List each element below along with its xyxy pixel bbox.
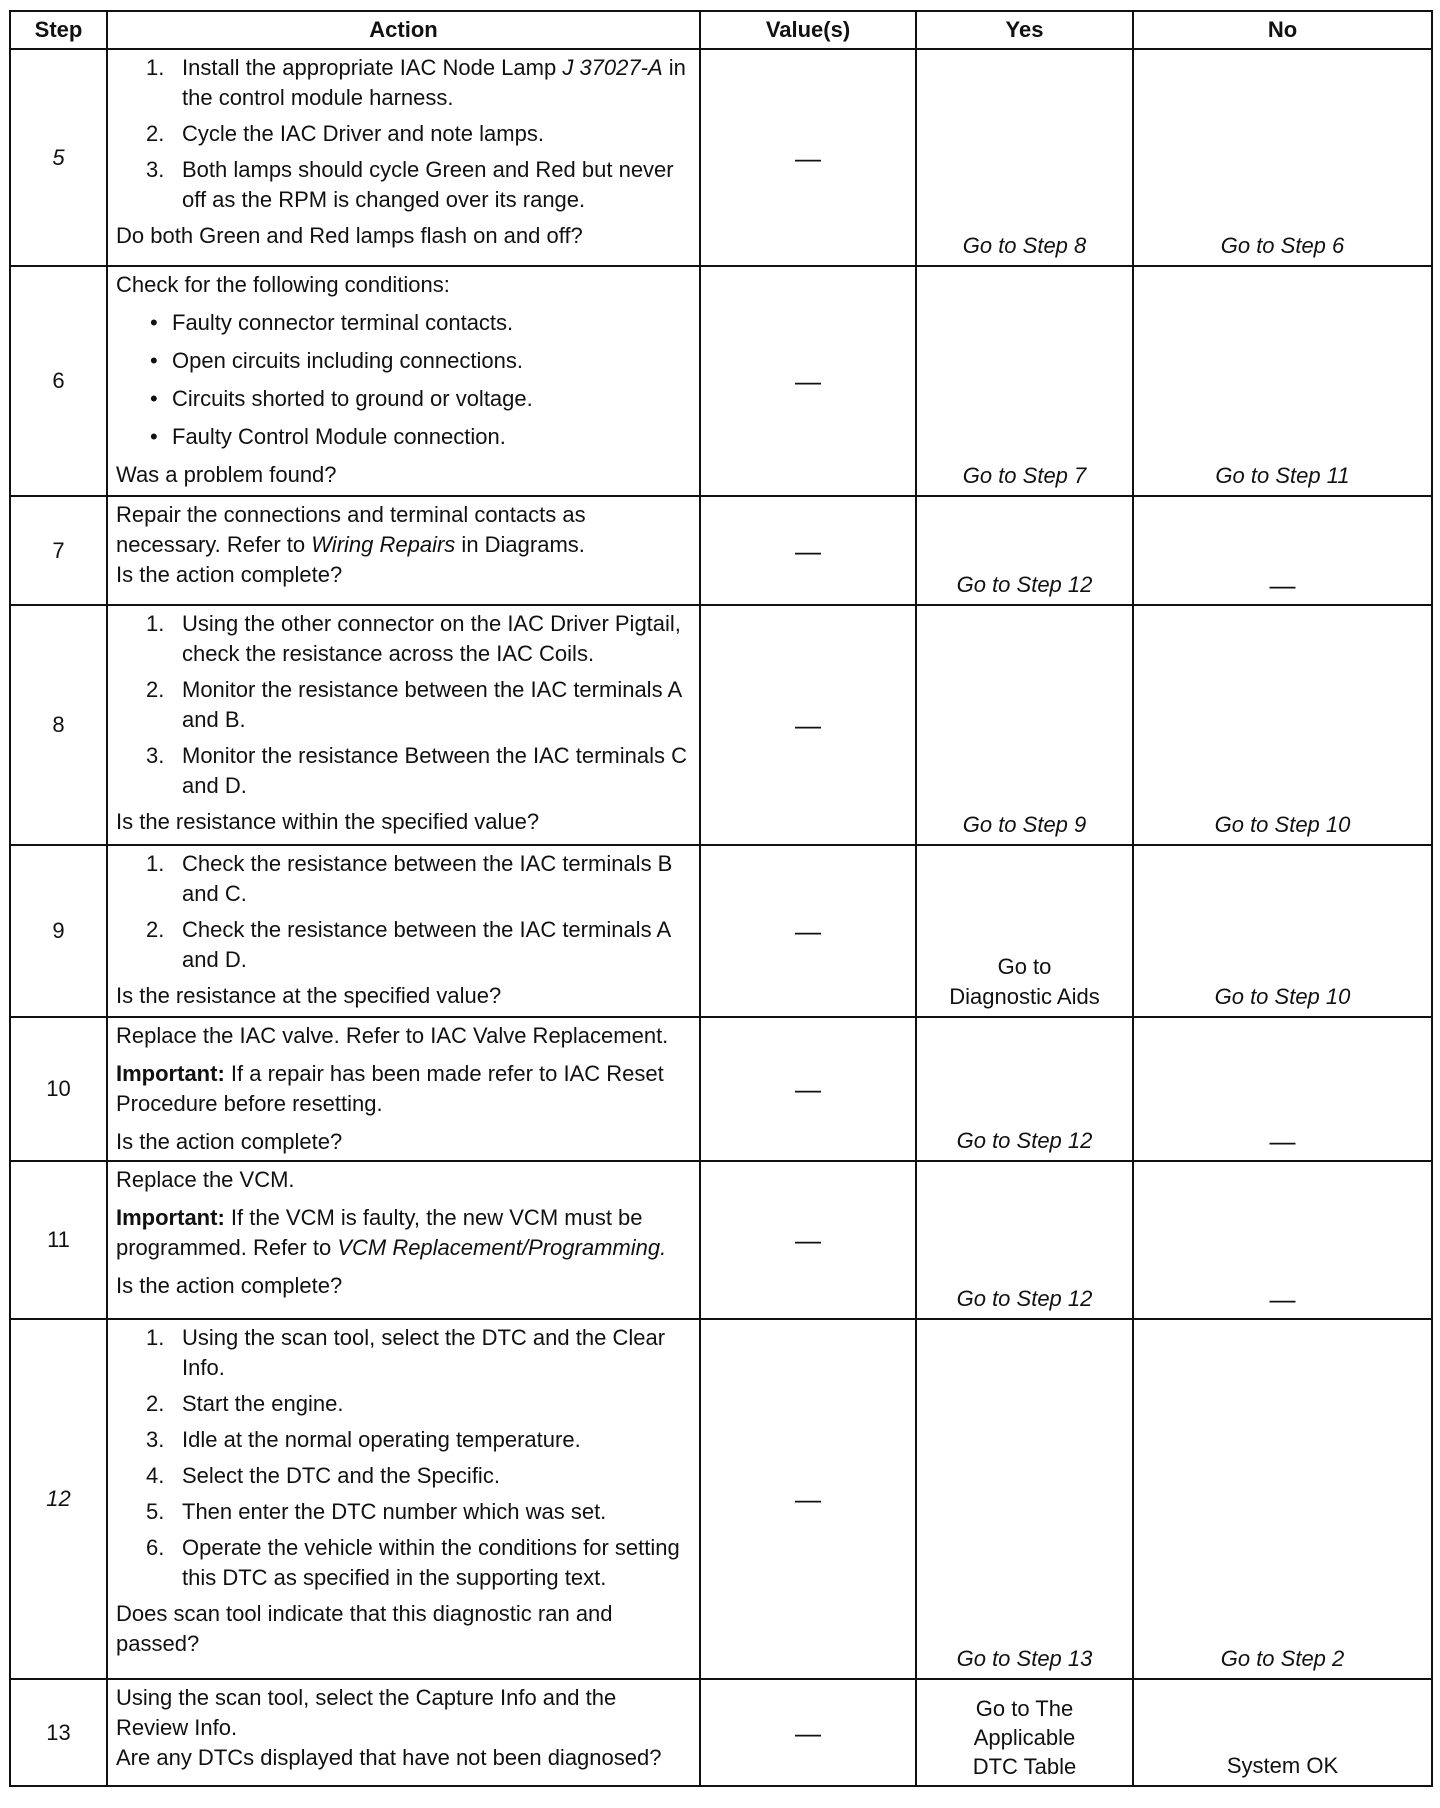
table-row (10, 1017, 1432, 1161)
action-question: Does scan tool indicate that this diagnostic ran and passed? (116, 1601, 613, 1656)
action-text: Repair the connections and terminal contacts as necessary. Refer to Wiring Repairs in Diagrams. (116, 502, 586, 557)
action-step: 3. Monitor the resistance Between the IAC terminals C and D. (146, 743, 688, 798)
action-cell (107, 1679, 700, 1786)
action-step: 3. Both lamps should cycle Green and Red but never off as the RPM is changed over its range. (146, 157, 674, 212)
header-action: Action (107, 11, 700, 49)
value-cell: — (700, 1679, 916, 1786)
step-number: 12 (10, 1319, 107, 1679)
no-result: System OK (1133, 1679, 1432, 1786)
action-cell (107, 605, 700, 845)
action-cell (107, 1319, 700, 1679)
table-row (10, 1319, 1432, 1679)
important-note: Important: If the VCM is faulty, the new VCM must be programmed. Refer to VCM Replacement/Programming. (116, 1205, 667, 1260)
value-cell: — (700, 1319, 916, 1679)
action-cell (107, 266, 700, 496)
step-number: 9 (10, 845, 107, 1017)
no-result: — (1133, 1161, 1432, 1319)
value-cell: — (700, 1161, 916, 1319)
condition-item: • Faulty Control Module connection. (150, 424, 506, 449)
condition-item: • Circuits shorted to ground or voltage. (150, 386, 533, 411)
header-values: Value(s) (700, 11, 916, 49)
yes-result: Go to Step 12 (916, 1017, 1133, 1161)
yes-result: Go to Step 12 (916, 496, 1133, 605)
no-result: Go to Step 10 (1133, 845, 1432, 1017)
action-cell (107, 1017, 700, 1161)
action-question: Are any DTCs displayed that have not been diagnosed? (116, 1745, 662, 1770)
yes-result: Go to Step 7 (916, 266, 1133, 496)
no-result: Go to Step 6 (1133, 49, 1432, 266)
action-question: Is the action complete? (116, 562, 343, 587)
action-step: 3. Idle at the normal operating temperature. (146, 1427, 581, 1452)
header-yes: Yes (916, 11, 1133, 49)
table-row (10, 605, 1432, 845)
value-cell: — (700, 49, 916, 266)
step-number: 11 (10, 1161, 107, 1319)
action-step: 2. Start the engine. (146, 1391, 344, 1416)
action-step: 1. Check the resistance between the IAC terminals B and C. (146, 851, 673, 906)
step-number: 6 (10, 266, 107, 496)
header-no: No (1133, 11, 1432, 49)
yes-result: Go to Step 13 (916, 1319, 1133, 1679)
action-step: 6. Operate the vehicle within the conditions for setting this DTC as specified in the supporting text. (146, 1535, 680, 1590)
step-number: 5 (10, 49, 107, 266)
action-intro: Check for the following conditions: (116, 272, 450, 297)
action-text: Replace the IAC valve. Refer to IAC Valve Replacement. (116, 1023, 669, 1048)
action-cell (107, 49, 700, 266)
step-number: 10 (10, 1017, 107, 1161)
value-cell: — (700, 1017, 916, 1161)
yes-result: Go to Step 8 (916, 49, 1133, 266)
action-step: 5. Then enter the DTC number which was set. (146, 1499, 607, 1524)
yes-result: Go to Diagnostic Aids (916, 845, 1133, 1017)
table-row (10, 266, 1432, 496)
value-cell: — (700, 496, 916, 605)
action-question: Do both Green and Red lamps flash on and off? (116, 223, 583, 248)
no-result: Go to Step 2 (1133, 1319, 1432, 1679)
action-cell (107, 496, 700, 605)
step-number: 8 (10, 605, 107, 845)
header-step: Step (10, 11, 107, 49)
action-question: Is the resistance at the specified value? (116, 983, 502, 1008)
table-row (10, 845, 1432, 1017)
action-step: 2. Cycle the IAC Driver and note lamps. (146, 121, 544, 146)
action-text: Replace the VCM. (116, 1167, 295, 1192)
action-step: 1. Using the scan tool, select the DTC and the Clear Info. (146, 1325, 666, 1380)
action-step: 1. Using the other connector on the IAC Driver Pigtail, check the resistance across the IAC Coils. (146, 611, 681, 666)
action-step: 4. Select the DTC and the Specific. (146, 1463, 500, 1488)
action-step: 2. Check the resistance between the IAC terminals A and D. (146, 917, 670, 972)
value-cell: — (700, 266, 916, 496)
action-question: Is the resistance within the specified value? (116, 809, 540, 834)
condition-item: • Faulty connector terminal contacts. (150, 310, 514, 335)
condition-item: • Open circuits including connections. (150, 348, 523, 373)
action-cell (107, 845, 700, 1017)
no-result: — (1133, 1017, 1432, 1161)
step-number: 7 (10, 496, 107, 605)
table-row (10, 49, 1432, 266)
action-step: 1. Install the appropriate IAC Node Lamp J 37027-A in the control module harness. (146, 55, 686, 110)
yes-result: Go to Step 12 (916, 1161, 1133, 1319)
yes-result: Go to The Applicable DTC Table (916, 1679, 1133, 1786)
diagnostic-table (9, 10, 1433, 1787)
no-result: Go to Step 11 (1133, 266, 1432, 496)
table-header-row (10, 11, 1432, 49)
action-question: Is the action complete? (116, 1273, 343, 1298)
value-cell: — (700, 605, 916, 845)
step-number: 13 (10, 1679, 107, 1786)
important-note: Important: If a repair has been made refer to IAC Reset Procedure before resetting. (116, 1061, 664, 1116)
action-question: Was a problem found? (116, 462, 337, 487)
no-result: — (1133, 496, 1432, 605)
yes-result: Go to Step 9 (916, 605, 1133, 845)
action-step: 2. Monitor the resistance between the IAC terminals A and B. (146, 677, 681, 732)
table-row (10, 496, 1432, 605)
action-question: Is the action complete? (116, 1129, 343, 1154)
action-text: Using the scan tool, select the Capture Info and the Review Info. (116, 1685, 617, 1740)
value-cell: — (700, 845, 916, 1017)
no-result: Go to Step 10 (1133, 605, 1432, 845)
action-cell (107, 1161, 700, 1319)
table-row (10, 1161, 1432, 1319)
table-row (10, 1679, 1432, 1786)
